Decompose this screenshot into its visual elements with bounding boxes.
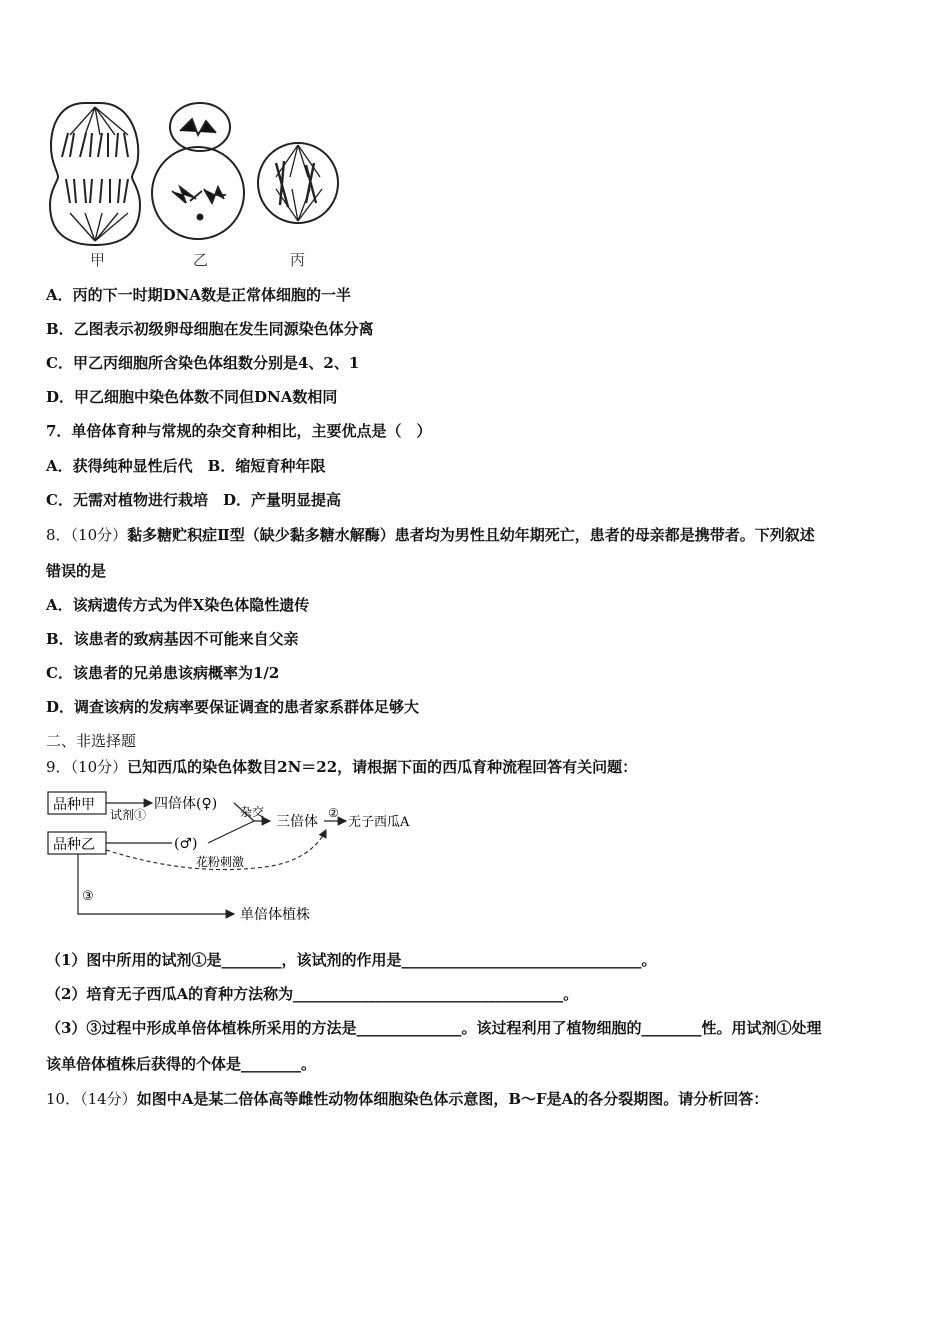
- q10-number: 10．（14分）: [46, 1090, 137, 1108]
- q6-option-b: B．乙图表示初级卵母细胞在发生同源染色体分离: [46, 320, 374, 338]
- tetraploid-label: 四倍体(♀): [154, 796, 218, 812]
- variety-a-label: 品种甲: [53, 797, 95, 813]
- q10-stem-text: 如图中A是某二倍体高等雌性动物体细胞染色体示意图，B～F是A的各分裂期图。请分析回答：: [136, 1090, 769, 1108]
- figure-label-yi: 乙: [193, 251, 209, 269]
- q9-stem-line: [46, 757, 637, 777]
- q9-stem-text: 已知西瓜的染色体数目2N＝22，请根据下面的西瓜育种流程回答有关问题：: [127, 758, 638, 776]
- q7-stem: 7．单倍体育种与常规的杂交育种相比，主要优点是（ ）: [46, 422, 432, 440]
- reagent-label: 试剂①: [110, 808, 147, 822]
- section-title: 二、非选择题: [46, 732, 137, 750]
- figure-label-bing: 丙: [290, 251, 306, 269]
- cell-jia: [50, 103, 140, 245]
- q6-option-d: D．甲乙细胞中染色体数不同但DNA数相同: [46, 388, 338, 406]
- q8-option-d: D．调查该病的发病率要保证调查的患者家系群体足够大: [46, 698, 420, 716]
- q7-options-row1: A．获得纯种显性后代 B．缩短育种年限: [46, 457, 326, 475]
- step2-label: ②: [328, 806, 339, 820]
- seedless-label: 无子西瓜A: [348, 815, 410, 830]
- q8-number: 8．（10分）: [46, 526, 128, 544]
- q9-sub1: （1）图中所用的试剂①是________，该试剂的作用是________________________________。: [46, 951, 657, 969]
- step3-label: ③: [82, 889, 94, 904]
- q9-number: 9．（10分）: [46, 758, 128, 776]
- pollen-label: 花粉刺激: [196, 855, 245, 869]
- cross-label: 杂交: [240, 805, 265, 819]
- q6-option-c: C．甲乙丙细胞所含染色体组数分别是4、2、1: [46, 354, 360, 372]
- cell-yi: [152, 103, 244, 239]
- figure-label-jia: 甲: [90, 251, 106, 269]
- cell-bing: [258, 143, 338, 223]
- q6-option-a: A．丙的下一时期DNA数是正常体细胞的一半: [46, 286, 351, 304]
- haploid-label: 单倍体植株: [240, 907, 310, 923]
- q9-sub3-line2: 该单倍体植株后获得的个体是________。: [46, 1055, 317, 1073]
- q9-sub2: （2）培育无子西瓜A的育种方法称为____________________________________。: [46, 985, 579, 1003]
- cell-division-figure: [40, 95, 350, 275]
- q10-stem-line: [46, 1089, 768, 1109]
- q8-option-b: B．该患者的致病基因不可能来自父亲: [46, 630, 299, 648]
- q9-sub3-line1: （3）③过程中形成单倍体植株所采用的方法是______________。该过程利用了植物细胞的________性。用试剂①处理: [46, 1019, 822, 1037]
- breeding-flow-diagram: [44, 788, 444, 928]
- q8-stem-line2: 错误的是: [46, 562, 107, 580]
- q8-option-c: C．该患者的兄弟患该病概率为1/2: [46, 664, 280, 682]
- triploid-label: 三倍体: [276, 814, 318, 830]
- q8-stem-line1: [46, 525, 815, 545]
- q8-stem-text: 黏多糖贮积症Ⅱ型（缺少黏多糖水解酶）患者均为男性且幼年期死亡，患者的母亲都是携带者。下列叙述: [127, 526, 815, 544]
- q8-option-a: A．该病遗传方式为伴X染色体隐性遗传: [46, 596, 310, 614]
- q7-options-row2: C．无需对植物进行栽培 D．产量明显提高: [46, 491, 341, 509]
- male-label: (♂): [174, 836, 198, 852]
- variety-b-label: 品种乙: [53, 837, 95, 853]
